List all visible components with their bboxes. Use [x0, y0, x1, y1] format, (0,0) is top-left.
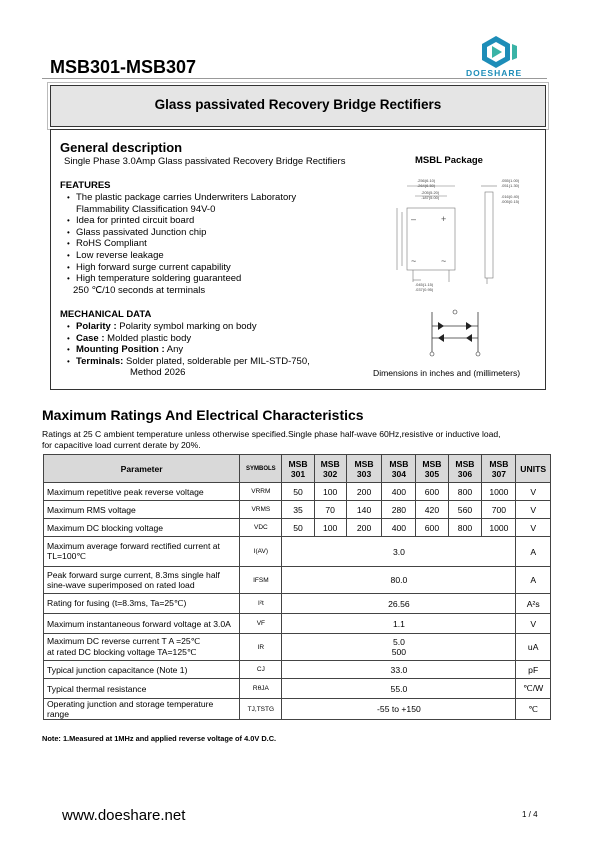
symbol-cell: VDC	[240, 519, 282, 537]
mechanical-list	[66, 321, 366, 379]
table-row	[44, 537, 551, 567]
title-banner	[50, 85, 546, 127]
bridge-rectifier-symbol-icon	[420, 308, 490, 360]
parameter-line: Maximum average forward rectified current at	[47, 541, 220, 551]
value-cell: 50	[282, 483, 314, 501]
features-heading: FEATURES	[60, 180, 111, 191]
ratings-table	[43, 454, 551, 720]
dimension-label: .045(1.15)	[415, 282, 434, 287]
value-cell: 140	[346, 501, 382, 519]
symbol-cell: VRRM	[240, 483, 282, 501]
package-outline-drawing	[375, 172, 535, 297]
ratings-heading: Maximum Ratings And Electrical Characteristics	[42, 407, 364, 423]
value-cell	[282, 567, 516, 594]
parameter-line: Maximum instantaneous forward voltage at 3.0A	[47, 618, 231, 629]
parameter-cell	[44, 614, 240, 634]
mounting-item: • Mounting Position : Any	[66, 344, 366, 356]
dimension-label: .016(0.40)	[501, 194, 520, 199]
parameter-line: Rating for fusing (t=8.3ms, Ta=25℃)	[47, 598, 187, 608]
ratings-conditions: Ratings at 25 C ambient temperature unless otherwise specified.Single phase half-wave 60Hz,resistive or inductive load, for capacitive load current derate by 20%.	[42, 429, 501, 450]
column-header-device: MSB 301	[282, 455, 314, 483]
value-cell: 600	[416, 483, 448, 501]
value-line: 500	[391, 647, 407, 657]
unit-cell: V	[516, 519, 551, 537]
table-row	[44, 634, 551, 661]
dimensions-note: Dimensions in inches and (millimeters)	[373, 368, 521, 378]
value-line: 55.0	[390, 683, 408, 694]
symbol-cell: CJ	[240, 661, 282, 679]
value-cell	[282, 594, 516, 614]
unit-cell: V	[516, 614, 551, 634]
dimension-label: .051(1.30)	[501, 183, 520, 188]
value-line: 33.0	[390, 664, 408, 675]
unit-cell: V	[516, 501, 551, 519]
value-line: 3.0	[392, 546, 405, 557]
value-cell: 400	[382, 483, 416, 501]
logo-mark-icon	[462, 32, 548, 70]
table-row	[44, 679, 551, 699]
table-row	[44, 501, 551, 519]
parameter-cell	[44, 679, 240, 699]
value-cell	[282, 699, 516, 720]
parameter-cell	[44, 699, 240, 720]
parameter-cell	[44, 634, 240, 661]
table-row	[44, 614, 551, 634]
value-cell: 200	[346, 519, 382, 537]
unit-cell: V	[516, 483, 551, 501]
value-cell: 50	[282, 519, 314, 537]
parameter-line: Maximum DC reverse current T A =25℃	[47, 636, 201, 646]
ac-terminal-mark: ~	[441, 256, 447, 266]
dimension-label: .187(5.00)	[421, 195, 440, 200]
dimension-label: .256(6.10)	[417, 178, 436, 183]
package-label: MSBL Package	[415, 155, 483, 166]
table-header-row	[44, 455, 551, 483]
feature-item: • Low reverse leakage	[66, 250, 366, 262]
value-line: 1.1	[392, 618, 405, 629]
website-link[interactable]: www.doeshare.net	[62, 807, 186, 824]
parameter-cell	[44, 567, 240, 594]
unit-cell: A	[516, 537, 551, 567]
value-cell: 280	[382, 501, 416, 519]
value-cell	[282, 661, 516, 679]
parameter-line: sine-wave superimposed on rated load	[47, 580, 195, 590]
symbol-cell: I(AV)	[240, 537, 282, 567]
footnote: Note: 1.Measured at 1MHz and applied reverse voltage of 4.0V D.C.	[42, 734, 277, 743]
value-line: 80.0	[390, 575, 408, 585]
header-divider	[42, 78, 547, 79]
value-line: 5.0	[392, 637, 405, 647]
column-header-parameter: Parameter	[44, 455, 240, 483]
table-row	[44, 519, 551, 537]
unit-cell: uA	[516, 634, 551, 661]
parameter-cell	[44, 537, 240, 567]
parameter-cell: Maximum DC blocking voltage	[44, 519, 240, 537]
value-cell: 100	[314, 519, 346, 537]
value-line: -55 to +150	[377, 704, 421, 714]
value-cell: 200	[346, 483, 382, 501]
value-cell	[282, 634, 516, 661]
plus-terminal-mark: +	[441, 214, 447, 224]
polarity-item: • Polarity : Polarity symbol marking on body	[66, 321, 366, 333]
value-cell: 700	[482, 501, 516, 519]
unit-cell: ℃/W	[516, 679, 551, 699]
table-row	[44, 699, 551, 720]
column-header-device: MSB 305	[416, 455, 448, 483]
column-header-device: MSB 302	[314, 455, 346, 483]
logo-text: DOESHARE	[466, 68, 523, 78]
parameter-cell: Maximum repetitive peak reverse voltage	[44, 483, 240, 501]
feature-item: • Idea for printed circuit board	[66, 215, 366, 227]
value-cell	[282, 537, 516, 567]
parameter-cell	[44, 661, 240, 679]
feature-item: • The plastic package carries Underwriters Laboratory Flammability Classification 94V-0	[66, 192, 366, 215]
parameter-line: TL=100℃	[47, 551, 87, 561]
feature-item: • High temperature soldering guaranteed	[66, 273, 366, 285]
symbol-cell: TJ,TSTG	[240, 699, 282, 720]
parameter-cell	[44, 594, 240, 614]
features-list	[66, 192, 366, 285]
feature-item: • High forward surge current capability	[66, 262, 366, 274]
value-cell: 35	[282, 501, 314, 519]
banner-title: Glass passivated Recovery Bridge Rectifiers	[154, 97, 442, 112]
dimension-label: .264(6.50)	[417, 183, 436, 188]
table-row	[44, 594, 551, 614]
parameter-line: Typical thermal resistance	[47, 683, 147, 694]
column-header-device: MSB 304	[382, 455, 416, 483]
terminals-item: • Terminals: Solder plated, solderable per MIL-STD-750,	[66, 356, 366, 368]
value-line: 26.56	[388, 598, 410, 609]
value-cell	[282, 679, 516, 699]
dimension-label: .005(0.15)	[501, 199, 520, 204]
general-description-heading: General description	[60, 140, 183, 155]
table-row	[44, 483, 551, 501]
symbol-cell: VF	[240, 614, 282, 634]
value-cell: 400	[382, 519, 416, 537]
ac-terminal-mark: ~	[411, 256, 417, 266]
symbol-cell: IFSM	[240, 567, 282, 594]
table-row	[44, 661, 551, 679]
doeshare-logo	[462, 32, 548, 82]
page-number: 1 / 4	[522, 810, 538, 819]
dimension-label: .205(5.20)	[421, 190, 440, 195]
dimension-label: .055(1.00)	[501, 178, 520, 183]
value-cell: 70	[314, 501, 346, 519]
part-number-title: MSB301-MSB307	[50, 57, 197, 77]
symbol-cell: RθJA	[240, 679, 282, 699]
parameter-line: at rated DC blocking voltage TA=125℃	[47, 647, 197, 657]
symbol-cell: I²t	[240, 594, 282, 614]
terminals-method: Method 2026	[130, 367, 186, 379]
table-row	[44, 567, 551, 594]
parameter-line: Operating junction and storage temperature range	[47, 699, 214, 719]
parameter-line: Typical junction capacitance (Note 1)	[47, 664, 188, 675]
feature-item: • Glass passivated Junction chip	[66, 227, 366, 239]
dimension-label: .037(0.95)	[415, 287, 434, 292]
value-cell: 800	[448, 519, 482, 537]
general-description-text: Single Phase 3.0Amp Glass passivated Recovery Bridge Rectifiers	[64, 156, 346, 167]
parameter-cell: Maximum RMS voltage	[44, 501, 240, 519]
column-header-device: MSB 307	[482, 455, 516, 483]
column-header-symbols: SYMBOLS	[240, 455, 282, 483]
unit-cell: ℃	[516, 699, 551, 720]
feature-item: • RoHS Compliant	[66, 238, 366, 250]
symbol-cell: IR	[240, 634, 282, 661]
value-cell: 420	[416, 501, 448, 519]
column-header-device: MSB 306	[448, 455, 482, 483]
value-cell: 1000	[482, 483, 516, 501]
value-cell: 1000	[482, 519, 516, 537]
column-header-device: MSB 303	[346, 455, 382, 483]
mechanical-heading: MECHANICAL DATA	[60, 309, 152, 320]
value-cell	[282, 614, 516, 634]
unit-cell: A	[516, 567, 551, 594]
unit-cell: A²s	[516, 594, 551, 614]
value-cell: 600	[416, 519, 448, 537]
value-cell: 100	[314, 483, 346, 501]
symbol-cell: VRMS	[240, 501, 282, 519]
parameter-line: Peak forward surge current, 8.3ms single half	[47, 570, 220, 580]
case-item: • Case : Molded plastic body	[66, 333, 366, 345]
soldering-detail: 250 ℃/10 seconds at terminals	[73, 285, 206, 296]
value-cell: 560	[448, 501, 482, 519]
minus-terminal-mark: –	[411, 214, 417, 224]
unit-cell: pF	[516, 661, 551, 679]
column-header-units: UNITS	[516, 455, 551, 483]
value-cell: 800	[448, 483, 482, 501]
